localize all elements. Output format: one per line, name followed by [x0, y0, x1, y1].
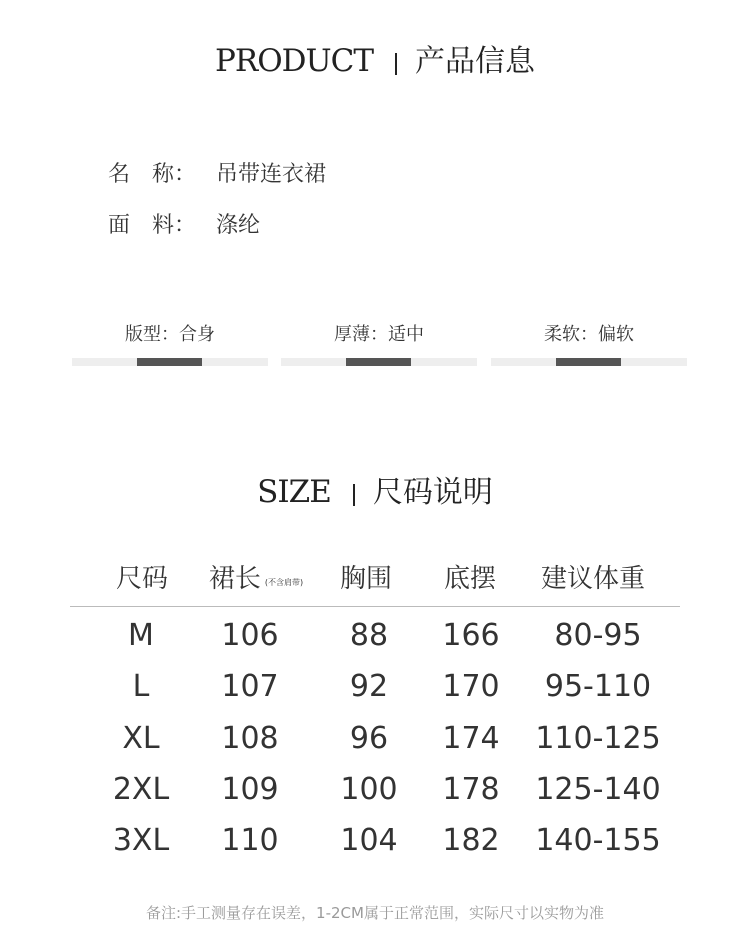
- size-title-en: SIZE: [257, 474, 331, 510]
- cell-length: 107: [221, 669, 279, 704]
- header-weight: 建议体重: [540, 564, 646, 594]
- attribute-thickness-text: 厚薄：适中: [334, 324, 424, 345]
- cell-bust: 104: [340, 823, 398, 858]
- cell-size: L: [132, 669, 150, 704]
- cell-hem: 170: [442, 669, 500, 704]
- attribute-softness: [491, 320, 687, 346]
- measurement-note: 备注:手工测量存在误差，1-2CM属于正常范围，实际尺寸以实物为准: [146, 904, 604, 922]
- cell-hem: 178: [442, 772, 500, 807]
- cell-size: XL: [122, 721, 160, 756]
- heading-divider: [395, 53, 397, 75]
- cell-weight: 95-110: [544, 669, 652, 704]
- fabric-value: 涤纶: [216, 213, 261, 238]
- attribute-fit: [72, 320, 268, 346]
- cell-hem: 166: [442, 618, 500, 653]
- cell-length: 106: [221, 618, 279, 653]
- header-hem: 底摆: [443, 564, 497, 594]
- header-size: 尺码: [115, 564, 169, 594]
- cell-size: 2XL: [112, 772, 170, 807]
- attribute-fit-text: 版型：合身: [125, 324, 215, 345]
- attribute-fit-indicator: [137, 358, 202, 366]
- fabric-label: 面 料：: [108, 213, 197, 238]
- info-row-fabric: [108, 208, 260, 239]
- product-heading: [0, 36, 750, 80]
- attribute-thickness-indicator: [346, 358, 411, 366]
- cell-weight: 80-95: [554, 618, 642, 653]
- cell-bust: 88: [349, 618, 389, 653]
- cell-weight: 110-125: [535, 721, 661, 756]
- header-length: 裙长 (不含肩带): [208, 564, 304, 594]
- cell-length: 108: [221, 721, 279, 756]
- info-row-name: [108, 157, 326, 188]
- size-title-cn: 尺码说明: [372, 475, 493, 510]
- cell-bust: 100: [340, 772, 398, 807]
- cell-hem: 182: [442, 823, 500, 858]
- name-value: 吊带连衣裙: [216, 162, 327, 187]
- cell-length: 110: [221, 823, 279, 858]
- table-divider: [70, 606, 680, 607]
- attribute-softness-indicator: [556, 358, 621, 366]
- size-heading: [0, 467, 750, 511]
- cell-weight: 125-140: [535, 772, 661, 807]
- cell-size: 3XL: [112, 823, 170, 858]
- product-title-cn: 产品信息: [415, 44, 535, 79]
- cell-weight: 140-155: [535, 823, 661, 858]
- attribute-thickness: [281, 320, 477, 346]
- cell-hem: 174: [442, 721, 500, 756]
- header-length-note: (不含肩带): [264, 578, 304, 587]
- cell-length: 109: [221, 772, 279, 807]
- size-heading-divider: [353, 484, 355, 506]
- name-label: 名 称：: [108, 162, 197, 187]
- attribute-softness-text: 柔软：偏软: [544, 324, 634, 345]
- product-title-en: PRODUCT: [215, 43, 373, 79]
- cell-bust: 96: [349, 721, 389, 756]
- cell-size: M: [128, 618, 154, 653]
- header-bust: 胸围: [339, 564, 393, 594]
- cell-bust: 92: [349, 669, 389, 704]
